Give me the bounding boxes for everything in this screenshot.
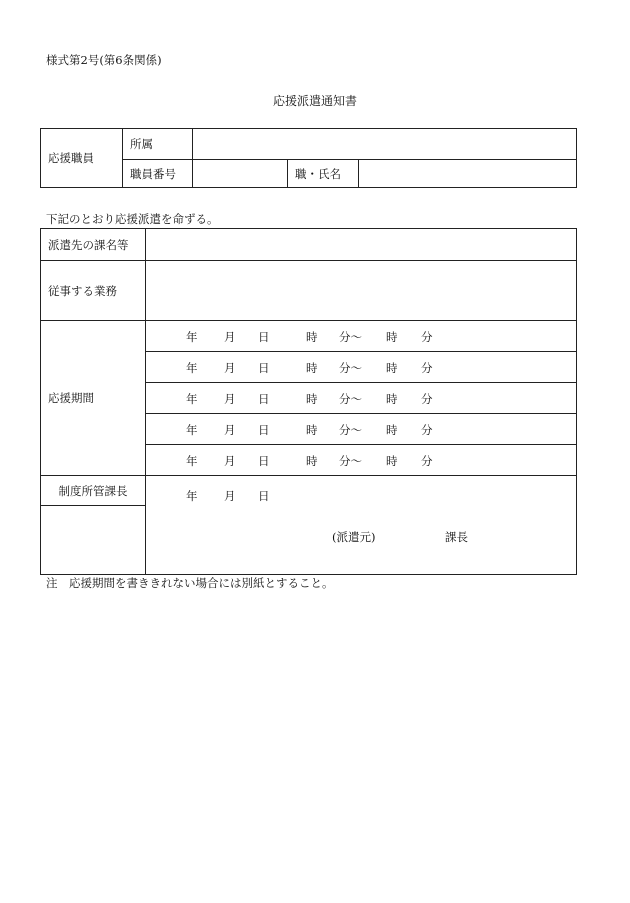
affiliation-label: 所属	[123, 129, 193, 160]
position-name-label: 職・氏名	[288, 160, 359, 188]
staff-table	[40, 128, 577, 188]
staff-number-label: 職員番号	[123, 160, 193, 188]
manager-label: 制度所管課長	[41, 476, 146, 506]
order-text: 下記のとおり応援派遣を命ずる。	[46, 212, 219, 226]
position-name-field[interactable]	[359, 160, 577, 188]
destination-label: 派遣先の課名等	[41, 229, 146, 261]
period-label: 応援期間	[41, 321, 146, 476]
manager-date-month: 月	[224, 489, 236, 503]
destination-field[interactable]	[146, 229, 577, 261]
period-row[interactable]: 年 月 日 時 分〜 時 分	[186, 423, 433, 437]
staff-group-label: 応援職員	[41, 129, 123, 188]
duty-field[interactable]	[146, 261, 577, 321]
manager-seal-cell[interactable]	[41, 506, 146, 575]
staff-number-field[interactable]	[193, 160, 288, 188]
period-row[interactable]: 年 月 日 時 分〜 時 分	[186, 454, 433, 468]
affiliation-field[interactable]	[193, 129, 577, 160]
manager-date-year: 年	[186, 489, 198, 503]
origin-label: (派遣元)	[332, 530, 376, 544]
period-row[interactable]: 年 月 日 時 分〜 時 分	[186, 392, 433, 406]
details-table	[40, 228, 577, 575]
section-chief-label: 課長	[445, 530, 468, 544]
duty-label: 従事する業務	[41, 261, 146, 321]
period-row[interactable]: 年 月 日 時 分〜 時 分	[186, 361, 433, 375]
manager-signature-area[interactable]	[146, 476, 576, 574]
period-row[interactable]: 年 月 日 時 分〜 時 分	[186, 330, 433, 344]
manager-date-day: 日	[258, 489, 270, 503]
form-number: 様式第2号(第6条関係)	[46, 53, 162, 67]
document-title: 応援派遣通知書	[273, 94, 358, 108]
note-text: 注 応援期間を書ききれない場合には別紙とすること。	[46, 576, 334, 590]
